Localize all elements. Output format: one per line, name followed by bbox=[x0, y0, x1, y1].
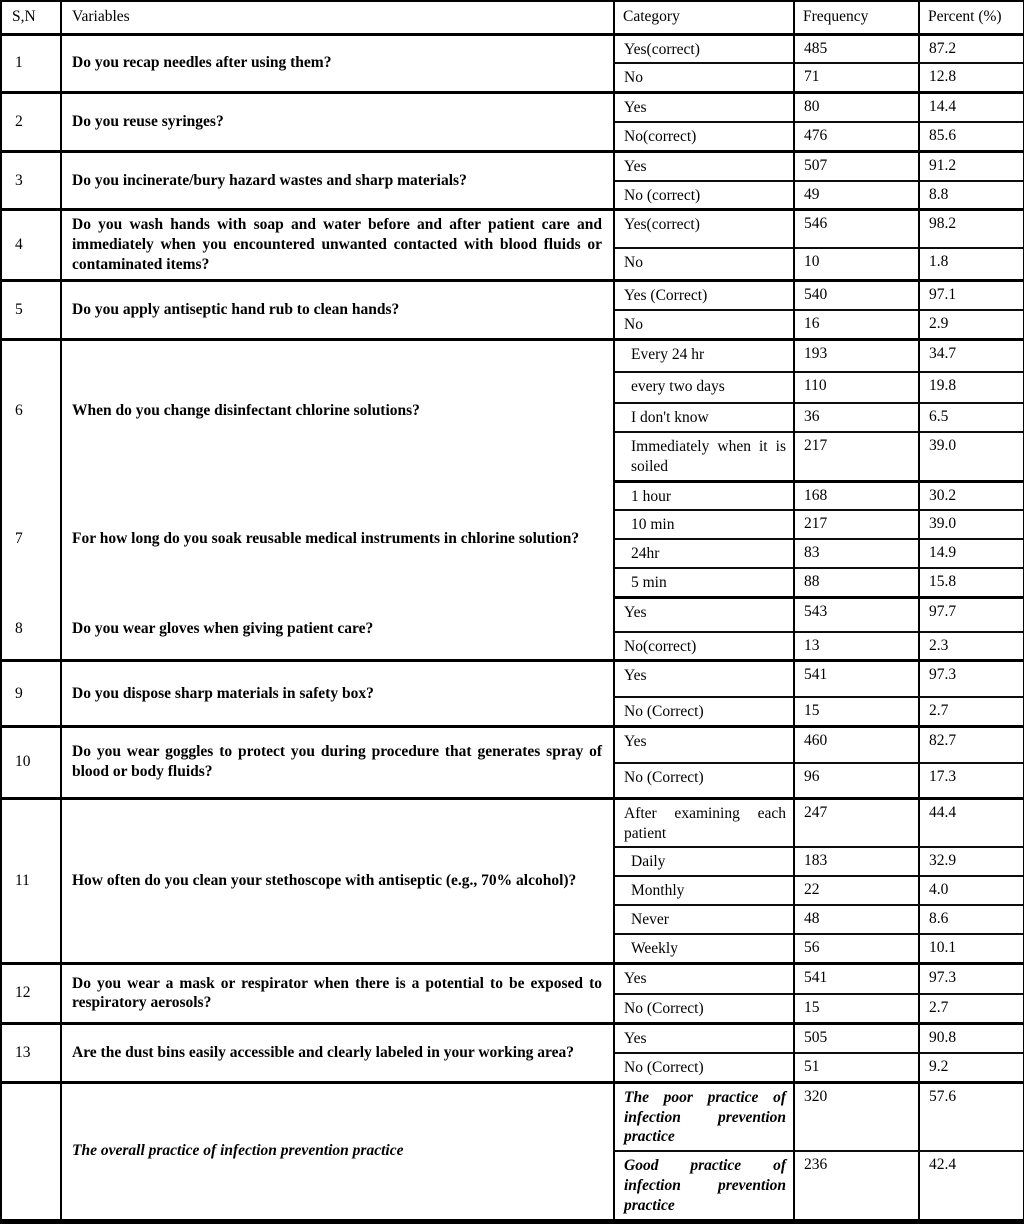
header-category: Category bbox=[614, 1, 794, 34]
frequency-cell: 485 bbox=[794, 34, 919, 63]
frequency-cell: 543 bbox=[794, 598, 919, 632]
percent-cell: 97.3 bbox=[919, 963, 1024, 994]
category-cell: No (Correct) bbox=[614, 1053, 794, 1082]
category-cell: 1 hour bbox=[614, 481, 794, 510]
table-row bbox=[1, 339, 1024, 372]
frequency-cell: 476 bbox=[794, 122, 919, 151]
category-cell: 5 min bbox=[614, 568, 794, 597]
percent-cell: 6.5 bbox=[919, 403, 1024, 432]
category-cell: every two days bbox=[614, 372, 794, 403]
table-row bbox=[1, 34, 1024, 63]
category-cell: Good practice of infection prevention practice bbox=[614, 1151, 794, 1221]
table-row bbox=[1, 963, 1024, 994]
frequency-cell: 168 bbox=[794, 481, 919, 510]
percent-cell: 57.6 bbox=[919, 1082, 1024, 1151]
variable-cell: Do you wear goggles to protect you during procedure that generates spray of blood or body fluids? bbox=[61, 726, 614, 798]
sn-cell: 13 bbox=[1, 1024, 61, 1083]
table-row bbox=[1, 1024, 1024, 1053]
category-cell: Yes bbox=[614, 598, 794, 632]
frequency-cell: 16 bbox=[794, 310, 919, 339]
variable-cell: Do you incinerate/bury hazard wastes and sharp materials? bbox=[61, 151, 614, 210]
frequency-cell: 56 bbox=[794, 934, 919, 963]
sn-cell: 1 bbox=[1, 34, 61, 93]
frequency-cell: 71 bbox=[794, 63, 919, 92]
category-cell: Yes bbox=[614, 726, 794, 763]
frequency-cell: 10 bbox=[794, 248, 919, 280]
frequency-cell: 193 bbox=[794, 339, 919, 372]
frequency-cell: 236 bbox=[794, 1151, 919, 1221]
header-sn: S,N bbox=[1, 1, 61, 34]
table-row bbox=[1, 661, 1024, 697]
sn-cell: 6 bbox=[1, 339, 61, 481]
category-cell: No (Correct) bbox=[614, 994, 794, 1023]
sn-cell: 5 bbox=[1, 280, 61, 339]
variable-cell: Do you recap needles after using them? bbox=[61, 34, 614, 93]
sn-cell: 7 bbox=[1, 481, 61, 597]
percent-cell: 4.0 bbox=[919, 876, 1024, 905]
table-row bbox=[1, 598, 1024, 632]
percent-cell: 2.7 bbox=[919, 994, 1024, 1023]
category-cell: I don't know bbox=[614, 403, 794, 432]
frequency-cell: 15 bbox=[794, 697, 919, 726]
table-row bbox=[1, 280, 1024, 309]
table-row bbox=[1, 151, 1024, 180]
percent-cell: 34.7 bbox=[919, 339, 1024, 372]
frequency-cell: 546 bbox=[794, 210, 919, 248]
percent-cell: 97.1 bbox=[919, 280, 1024, 309]
variable-cell: Do you wash hands with soap and water before and after patient care and immediately when you encountered unwanted contacted with blood fluids or contaminated items? bbox=[61, 210, 614, 280]
frequency-cell: 80 bbox=[794, 93, 919, 122]
category-cell: Yes bbox=[614, 151, 794, 180]
percent-cell: 97.7 bbox=[919, 598, 1024, 632]
header-variables: Variables bbox=[61, 1, 614, 34]
percent-cell: 39.0 bbox=[919, 510, 1024, 539]
table-row bbox=[1, 481, 1024, 510]
category-cell: Yes bbox=[614, 1024, 794, 1053]
header-frequency: Frequency bbox=[794, 1, 919, 34]
frequency-cell: 460 bbox=[794, 726, 919, 763]
frequency-cell: 505 bbox=[794, 1024, 919, 1053]
category-cell: No(correct) bbox=[614, 632, 794, 661]
percent-cell: 39.0 bbox=[919, 432, 1024, 481]
percent-cell: 82.7 bbox=[919, 726, 1024, 763]
sn-cell: 4 bbox=[1, 210, 61, 280]
category-cell: Never bbox=[614, 905, 794, 934]
percent-cell: 1.8 bbox=[919, 248, 1024, 280]
percent-cell: 2.7 bbox=[919, 697, 1024, 726]
variable-cell: How often do you clean your stethoscope with antiseptic (e.g., 70% alcohol)? bbox=[61, 798, 614, 963]
percent-cell: 8.8 bbox=[919, 181, 1024, 210]
sn-cell bbox=[1, 1082, 61, 1221]
category-cell: Yes bbox=[614, 93, 794, 122]
category-cell: Monthly bbox=[614, 876, 794, 905]
variable-cell: Do you apply antiseptic hand rub to clean hands? bbox=[61, 280, 614, 339]
category-cell: No (Correct) bbox=[614, 763, 794, 798]
frequency-cell: 15 bbox=[794, 994, 919, 1023]
variable-cell: Do you reuse syringes? bbox=[61, 93, 614, 152]
sn-cell: 2 bbox=[1, 93, 61, 152]
percent-cell: 97.3 bbox=[919, 661, 1024, 697]
percent-cell: 2.9 bbox=[919, 310, 1024, 339]
category-cell: No bbox=[614, 310, 794, 339]
frequency-cell: 49 bbox=[794, 181, 919, 210]
category-cell: Daily bbox=[614, 847, 794, 876]
frequency-cell: 22 bbox=[794, 876, 919, 905]
percent-cell: 14.4 bbox=[919, 93, 1024, 122]
percent-cell: 44.4 bbox=[919, 798, 1024, 847]
percent-cell: 32.9 bbox=[919, 847, 1024, 876]
table-body bbox=[1, 34, 1024, 1221]
percent-cell: 10.1 bbox=[919, 934, 1024, 963]
sn-cell: 12 bbox=[1, 963, 61, 1023]
table-row bbox=[1, 798, 1024, 847]
frequency-cell: 51 bbox=[794, 1053, 919, 1082]
variable-cell: The overall practice of infection prevention practice bbox=[61, 1082, 614, 1221]
category-cell: After examining each patient bbox=[614, 798, 794, 847]
percent-cell: 17.3 bbox=[919, 763, 1024, 798]
category-cell: Yes bbox=[614, 661, 794, 697]
category-cell: 10 min bbox=[614, 510, 794, 539]
variable-cell: Do you dispose sharp materials in safety box? bbox=[61, 661, 614, 726]
percent-cell: 42.4 bbox=[919, 1151, 1024, 1221]
category-cell: No (correct) bbox=[614, 181, 794, 210]
percent-cell: 12.8 bbox=[919, 63, 1024, 92]
variable-cell: For how long do you soak reusable medical instruments in chlorine solution? bbox=[61, 481, 614, 597]
sn-cell: 8 bbox=[1, 598, 61, 661]
frequency-cell: 13 bbox=[794, 632, 919, 661]
category-cell: Yes bbox=[614, 963, 794, 994]
sn-cell: 11 bbox=[1, 798, 61, 963]
category-cell: Every 24 hr bbox=[614, 339, 794, 372]
sn-cell: 3 bbox=[1, 151, 61, 210]
table-row bbox=[1, 726, 1024, 763]
variable-cell: When do you change disinfectant chlorine solutions? bbox=[61, 339, 614, 481]
frequency-cell: 36 bbox=[794, 403, 919, 432]
frequency-cell: 541 bbox=[794, 963, 919, 994]
category-cell: Yes(correct) bbox=[614, 210, 794, 248]
sn-cell: 9 bbox=[1, 661, 61, 726]
frequency-cell: 96 bbox=[794, 763, 919, 798]
percent-cell: 87.2 bbox=[919, 34, 1024, 63]
variable-cell: Do you wear a mask or respirator when there is a potential to be exposed to respiratory aerosols? bbox=[61, 963, 614, 1023]
frequency-cell: 83 bbox=[794, 539, 919, 568]
percent-cell: 14.9 bbox=[919, 539, 1024, 568]
category-cell: Weekly bbox=[614, 934, 794, 963]
percent-cell: 85.6 bbox=[919, 122, 1024, 151]
category-cell: The poor practice of infection prevention practice bbox=[614, 1082, 794, 1151]
percent-cell: 91.2 bbox=[919, 151, 1024, 180]
table-row bbox=[1, 210, 1024, 248]
frequency-cell: 217 bbox=[794, 432, 919, 481]
category-cell: No(correct) bbox=[614, 122, 794, 151]
category-cell: 24hr bbox=[614, 539, 794, 568]
frequency-cell: 507 bbox=[794, 151, 919, 180]
percent-cell: 9.2 bbox=[919, 1053, 1024, 1082]
frequency-cell: 247 bbox=[794, 798, 919, 847]
category-cell: Yes (Correct) bbox=[614, 280, 794, 309]
percent-cell: 2.3 bbox=[919, 632, 1024, 661]
variable-cell: Do you wear gloves when giving patient care? bbox=[61, 598, 614, 661]
frequency-cell: 541 bbox=[794, 661, 919, 697]
percent-cell: 98.2 bbox=[919, 210, 1024, 248]
percent-cell: 15.8 bbox=[919, 568, 1024, 597]
table-row bbox=[1, 93, 1024, 122]
header-row bbox=[1, 1, 1024, 34]
frequency-cell: 88 bbox=[794, 568, 919, 597]
frequency-cell: 183 bbox=[794, 847, 919, 876]
percent-cell: 30.2 bbox=[919, 481, 1024, 510]
header-percent: Percent (%) bbox=[919, 1, 1024, 34]
percent-cell: 8.6 bbox=[919, 905, 1024, 934]
frequency-cell: 320 bbox=[794, 1082, 919, 1151]
variable-cell: Are the dust bins easily accessible and clearly labeled in your working area? bbox=[61, 1024, 614, 1083]
percent-cell: 19.8 bbox=[919, 372, 1024, 403]
category-cell: Yes(correct) bbox=[614, 34, 794, 63]
frequency-cell: 48 bbox=[794, 905, 919, 934]
frequency-cell: 540 bbox=[794, 280, 919, 309]
sn-cell: 10 bbox=[1, 726, 61, 798]
category-cell: No (Correct) bbox=[614, 697, 794, 726]
frequency-cell: 217 bbox=[794, 510, 919, 539]
percent-cell: 90.8 bbox=[919, 1024, 1024, 1053]
table-row bbox=[1, 1082, 1024, 1151]
frequency-cell: 110 bbox=[794, 372, 919, 403]
category-cell: No bbox=[614, 63, 794, 92]
category-cell: Immediately when it is soiled bbox=[614, 432, 794, 481]
category-cell: No bbox=[614, 248, 794, 280]
